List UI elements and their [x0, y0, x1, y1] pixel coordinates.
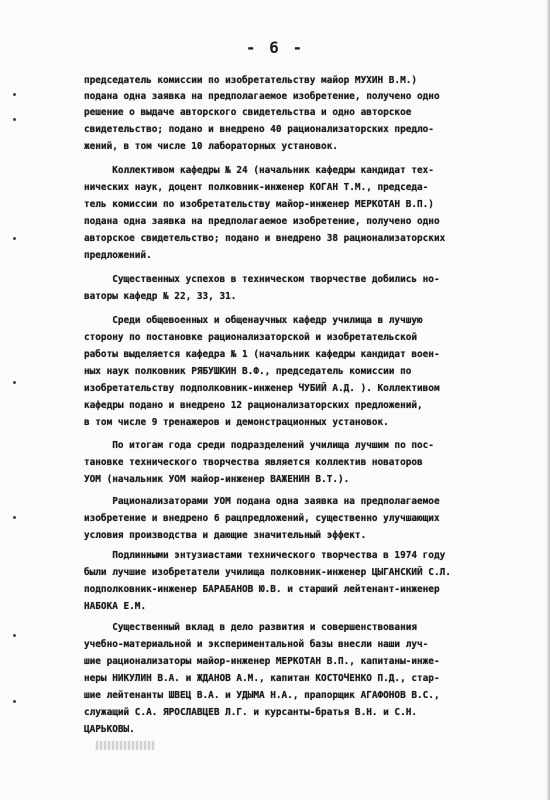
text-line: подана одна заявка на предполагаемое изобретение, получено одно [84, 91, 440, 102]
text-line: По итогам года среди подразделений училища лучшим по пос- [84, 440, 434, 451]
text-line: Коллективом кафедры № 24 (начальник кафедры кандидат тех- [84, 165, 434, 176]
text-line: Рационализаторами УОМ подана одна заявка на предполагаемое [84, 496, 440, 507]
ink-smudge [96, 741, 156, 750]
text-line: свидетельство; подано и внедрено 40 рационализаторских предло- [84, 124, 434, 135]
text-line: нических наук, доцент полковник-инженер КОГАН Т.М., председа- [84, 182, 429, 193]
text-line: работы выделяется кафедра № 1 (начальник кафедры кандидат воен- [84, 349, 440, 360]
text-line: предложений. [84, 250, 152, 261]
text-line: неры НИКУЛИН В.А. и ЖДАНОВ А.М., капитан КОСТОЧЕНКО П.Д., стар- [84, 673, 440, 684]
text-line: тель комиссии по изобретательству майор-инженер МЕРКОТАН В.П.) [84, 199, 434, 210]
punch-mark [13, 634, 16, 637]
text-line: сторону по постановке рационализаторской и изобретательской [84, 332, 418, 343]
text-line: решение о выдаче авторского свидетельства и одно авторское [84, 107, 412, 118]
punch-mark [13, 237, 16, 240]
text-line: шие лейтенанты ШВЕЦ В.А. и УДЫМА Н.А., прапорщик АГАФОНОВ В.С., [84, 690, 440, 701]
text-line: УОМ (начальник УОМ майор-инженер ВАЖЕНИН В.Т.). [84, 474, 350, 485]
text-line: ЦАРЬКОВЫ. [84, 724, 135, 735]
text-line: подана одна заявка на предполагаемое изобретение, получено одно [84, 216, 440, 227]
page-edge-shadow [546, 0, 550, 800]
text-line: изобретательству подполковник-инженер ЧУБИЙ А.Д. ). Коллективом [84, 383, 440, 394]
text-line: Подлинными энтузиастами технического творчества в 1974 году [84, 550, 446, 561]
text-line: НАБОКА Е.М. [84, 601, 147, 612]
text-line: авторское свидетельство; подано и внедрено 38 рационализаторских [84, 233, 446, 244]
text-line: ваторы кафедр № 22, 33, 31. [84, 291, 237, 302]
text-line: изобретение и внедрено 6 рацпредложений, существенно улучшающих [84, 513, 440, 524]
text-line: были лучшие изобретатели училища полковник-инженер ЦЫГАНСКИЙ С.Л. [84, 567, 451, 578]
text-line: в том числе 9 тренажеров и демонстрационных установок. [84, 417, 389, 428]
page-number: - 6 - [245, 38, 305, 57]
text-line: служащий С.А. ЯРОСЛАВЦЕВ Л.Г. и курсанты-братья В.Н. и С.Н. [84, 707, 418, 718]
text-line: подполковник-инженер БАРАБАНОВ Ю.В. и старший лейтенант-инженер [84, 584, 440, 595]
text-line: условия производства и дающие значительный эффект. [84, 530, 367, 541]
text-line: Среди общевоенных и общенаучных кафедр училища в лучшую [84, 315, 423, 326]
text-line: кафедры подано и внедрено 12 рационализаторских предложений, [84, 400, 423, 411]
punch-mark [13, 516, 16, 519]
punch-mark [13, 381, 16, 384]
text-line: Существенных успехов в техническом творчестве добились но- [84, 274, 440, 285]
text-line: учебно-материальной и экспериментальной базы внесли наши луч- [84, 639, 429, 650]
punch-mark [13, 118, 16, 121]
text-line: ных наук полковник РЯБУШКИН В.Ф., председатель комиссии по [84, 366, 412, 377]
text-line: Существенный вклад в дело развития и совершенствования [84, 622, 418, 633]
punch-mark [13, 700, 16, 703]
punch-mark [13, 93, 16, 96]
text-line: шие рационализаторы майор-инженер МЕРКОТАН В.П., капитаны-инже- [84, 656, 440, 667]
text-line: жений, в том числе 10 лабораторных установок. [84, 141, 338, 152]
text-line: председатель комиссии по изобретательству майор МУХИН В.М.) [84, 75, 418, 86]
text-line: тановке технического творчества является коллектив новаторов [84, 457, 423, 468]
